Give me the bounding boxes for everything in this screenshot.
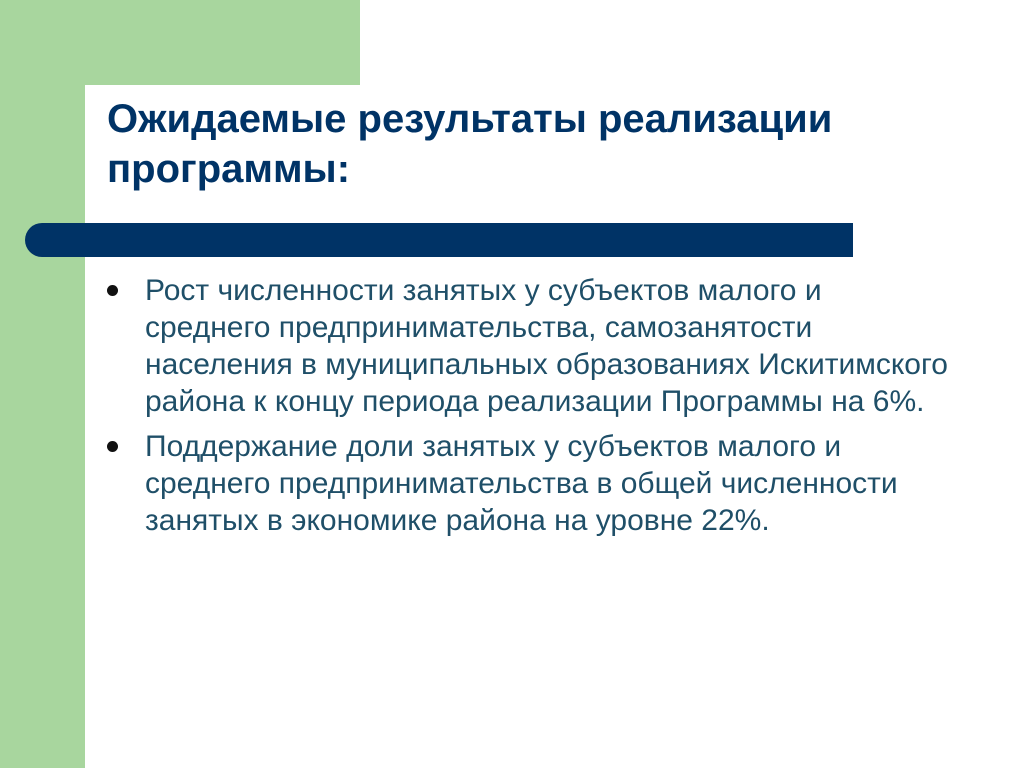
slide-title: Ожидаемые результаты реализации программы: (107, 97, 833, 191)
bullet-item (107, 272, 987, 420)
bullet-item (107, 428, 987, 539)
bullet-text: Рост численности занятых у субъектов малого и среднего предпринимательства, самозанятости населения в муниципальных образованиях Искитимского района к концу периода реализации Программы на 6%. (145, 274, 948, 418)
green-top-block (0, 0, 360, 85)
bullet-text: Поддержание доли занятых у субъектов малого и среднего предпринимательства в общей численности занятых в экономике района на уровне 22%. (145, 430, 898, 537)
bullet-dot-icon (107, 285, 118, 296)
green-left-bar (0, 0, 85, 768)
bullet-dot-icon (107, 441, 118, 452)
title-divider-bar (25, 223, 853, 257)
bullet-list (107, 272, 987, 547)
